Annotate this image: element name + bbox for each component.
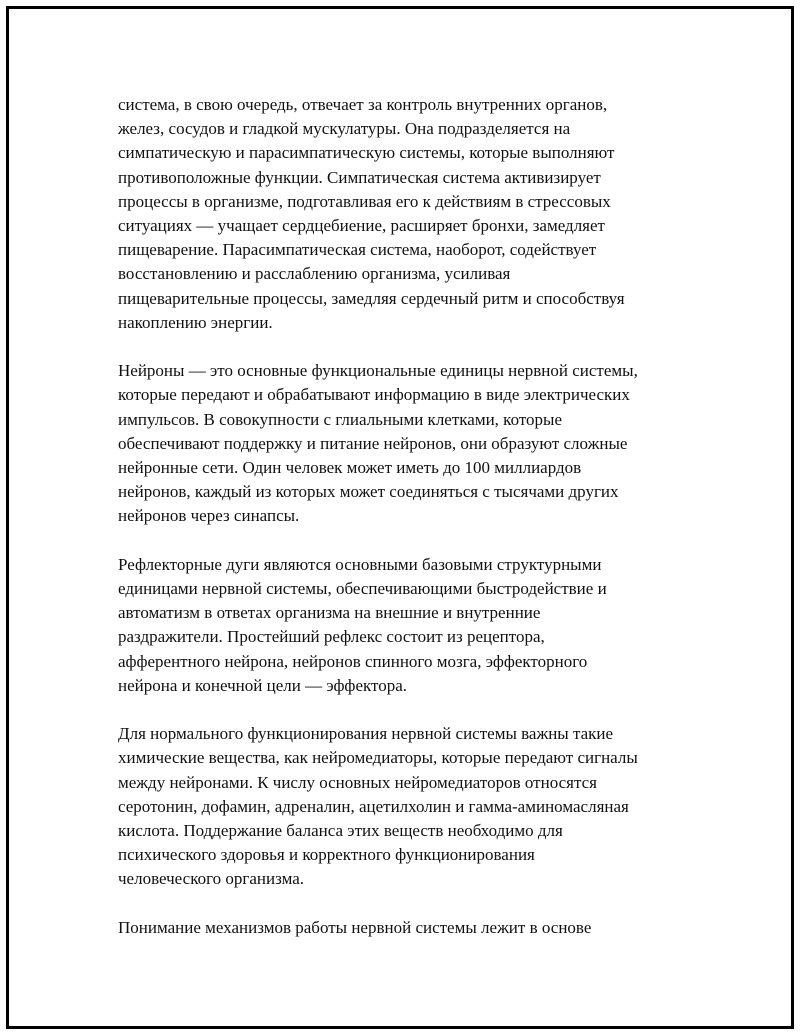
text-line: обеспечивают поддержку и питание нейронов, они образуют сложные bbox=[118, 433, 628, 453]
paragraph-neurotransmitters bbox=[118, 722, 698, 891]
text-line: противоположные функции. Симпатическая система активизирует bbox=[118, 167, 601, 187]
text-line: Понимание механизмов работы нервной системы лежит в основе bbox=[118, 917, 592, 937]
text-line: система, в свою очередь, отвечает за контроль внутренних органов, bbox=[118, 95, 608, 114]
text-line: пищеварительные процессы, замедляя сердечный ритм и способствуя bbox=[118, 288, 625, 308]
paragraph-autonomic-system bbox=[118, 93, 698, 335]
text-line: которые передают и обрабатывают информацию в виде электрических bbox=[118, 385, 630, 405]
text-line: химические вещества, как нейромедиаторы, которые передают сигналы bbox=[118, 748, 638, 768]
text-line: ситуациях — учащает сердцебиение, расширяет бронхи, замедляет bbox=[118, 216, 605, 236]
text-line: серотонин, дофамин, адреналин, ацетилхолин и гамма-аминомасляная bbox=[118, 796, 629, 816]
paragraph-neurons bbox=[118, 359, 698, 528]
text-line: нейронов через синапсы. bbox=[118, 506, 300, 526]
document-body bbox=[118, 93, 698, 964]
text-line: единицами нервной системы, обеспечивающими быстродействие и bbox=[118, 579, 607, 599]
text-line: Рефлекторные дуги являются основными базовыми структурными bbox=[118, 554, 602, 574]
paragraph-reflex-arcs bbox=[118, 553, 698, 698]
text-line: афферентного нейрона, нейронов спинного мозга, эффекторного bbox=[118, 651, 588, 671]
text-line: автоматизм в ответах организма на внешние и внутренние bbox=[118, 603, 541, 623]
text-line: между нейронами. К числу основных нейромедиаторов относятся bbox=[118, 772, 597, 792]
text-line: Нейроны — это основные функциональные единицы нервной системы, bbox=[118, 361, 638, 381]
text-line: симпатическую и парасимпатическую системы, которые выполняют bbox=[118, 143, 615, 163]
text-line: накоплению энергии. bbox=[118, 312, 273, 332]
text-line: восстановлению и расслаблению организма, усиливая bbox=[118, 264, 511, 284]
text-line: импульсов. В совокупности с глиальными клетками, которые bbox=[118, 409, 563, 429]
text-line: человеческого организма. bbox=[118, 869, 305, 889]
text-line: психического здоровья и корректного функционирования bbox=[118, 845, 535, 865]
text-line: кислота. Поддержание баланса этих веществ необходимо для bbox=[118, 821, 563, 841]
text-line: нейронные сети. Один человек может иметь до 100 миллиардов bbox=[118, 458, 582, 478]
text-line: нейрона и конечной цели — эффектора. bbox=[118, 675, 408, 695]
paragraph-understanding bbox=[118, 916, 698, 940]
text-line: нейронов, каждый из которых может соединяться с тысячами других bbox=[118, 482, 619, 502]
text-line: Для нормального функционирования нервной системы важны такие bbox=[118, 724, 614, 744]
text-line: пищеварение. Парасимпатическая система, наоборот, содействует bbox=[118, 240, 597, 260]
text-line: раздражители. Простейший рефлекс состоит из рецептора, bbox=[118, 627, 545, 647]
text-line: желез, сосудов и гладкой мускулатуры. Она подразделяется на bbox=[118, 119, 571, 139]
text-line: процессы в организме, подготавливая его к действиям в стрессовых bbox=[118, 191, 611, 211]
